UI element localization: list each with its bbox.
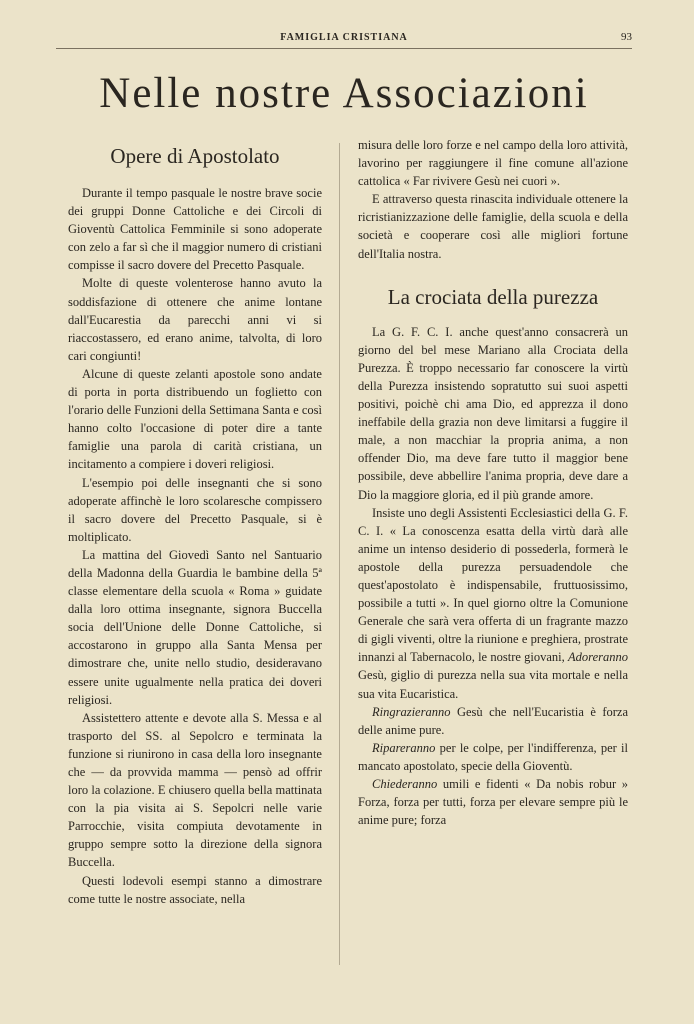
right-column xyxy=(358,136,628,829)
paragraph-text: umili e fidenti « Da nobis robur » Forza, forza per tutti, forza per elevare sempre più le anime pure; forza xyxy=(358,777,628,828)
section-title-purezza: La crociata della purezza xyxy=(387,284,599,309)
column-divider xyxy=(339,143,340,965)
paragraph-text: Gesù che nell'Eucaristia è forza delle anime pure. xyxy=(358,704,628,737)
paragraph xyxy=(358,775,628,829)
paragraph: Alcune di queste zelanti apostole sono andate di porta in porta distribuendo un foglietto con l'orario delle Funzioni della Settimana Santa e così hanno colto l'occasione di poter dire a tante famiglie una parola di carità cristiana, un incitamento a compiere i doveri religiosi. xyxy=(68,366,322,472)
paragraph: Durante il tempo pasquale le nostre brave socie dei gruppi Donne Cattoliche e dei Circoli di Gioventù Cattolica Femminile si sono adoperate con zelo a far sì che il maggior numero di cristiani compisse il sacro dovere del Precetto Pasquale. xyxy=(68,186,322,273)
paragraph-text: Insiste uno degli Assistenti Ecclesiastici della G. F. C. I. « La conoscenza esatta della virtù darà alle anime un intenso desiderio di possederla, formerà le apostole della purezza persuadendole che quest'apostolato è indispensabile, fruttuosissimo, possibile a tutti ». In quel giorno oltre la Comunione Generale che sarà vera offerta di un fragrante mazzo di gigli viventi, oltre la riunione e preghiera, prostrate innanzi al Tabernacolo, le nostre giovani, xyxy=(358,505,628,665)
page-number: 93 xyxy=(621,31,632,43)
paragraph xyxy=(358,504,628,703)
paragraph: La mattina del Giovedì Santo nel Santuario della Madonna della Guardia le bambine della 5ª classe elementare della scuola « Roma » guidate dalla loro ottima insegnante, signora Buccella socia dell'Unione delle Donne Cattoliche, si accostarono in gruppo alla Santa Mensa per dimostrare che, unite nello studio, desideravano essere unite ugualmente nella pratica dei doveri religiosi. xyxy=(68,547,322,707)
section-title-apostolato: Opere di Apostolato xyxy=(110,144,280,168)
running-head xyxy=(56,30,632,49)
left-column xyxy=(68,136,322,908)
paragraph xyxy=(358,739,628,775)
paragraph: Molte di queste volenterose hanno avuto la soddisfazione di ottenere che anime lontane dall'Eucarestia da parecchi anni vi si riaccostassero, ed erano anime, talvolta, di loro cari congiunti! xyxy=(68,276,322,363)
paragraph xyxy=(358,703,628,739)
main-title: Nelle nostre Associazioni xyxy=(99,70,589,117)
italic-verb: Chiederanno xyxy=(372,777,438,791)
paragraph: La G. F. C. I. anche quest'anno consacrerà un giorno del bel mese Mariano alla Crociata della Purezza. È troppo necessario far conoscere la virtù della Purezza insistendo sopratutto sui suoi aspetti positivi, poichè chi ama Dio, ed apprezza il dono ineffabile della grazia non deve limitarsi a fuggire il male, a non macchiar la propria anima, a non offender Dio, ma deve fare tutto il maggior bene possibile, deve abbellire l'anima propria, deve dare a Dio la maggiore gloria, ed il più grande amore. xyxy=(358,324,628,502)
paragraph: Assistettero attente e devote alla S. Messa e al trasporto del SS. al Sepolcro e terminata la funzione si riunirono in casa della loro insegnante che — da provvida mamma — pensò ad offrir loro la colazione. E chiusero quella bella mattinata con la pia visita ai S. Sepolcri nelle varie Parrocchie, visita compiuta devotamente in gruppo sempre sotto la direzione della signora Buccella. xyxy=(68,710,322,870)
paragraph: E attraverso questa rinascita individuale ottenere la ricristianizzazione delle famiglie, della scuola e della società e cooperare così alle migliori fortune dell'Italia nostra. xyxy=(358,192,628,261)
magazine-name: FAMIGLIA CRISTIANA xyxy=(280,32,408,43)
paragraph: L'esempio poi delle insegnanti che si sono adoperate affinchè le loro scolaresche compissero il sacro dovere del Precetto Pasquale, si è moltiplicato. xyxy=(68,475,322,544)
italic-verb: Adoreranno xyxy=(568,650,628,665)
paragraph: Questi lodevoli esempi stanno a dimostrare come tutte le nostre associate, nella xyxy=(68,873,322,906)
italic-verb: Ringrazieranno xyxy=(372,704,451,719)
italic-verb: Ripareranno xyxy=(372,740,436,755)
paragraph-continued: misura delle loro forze e nel campo della loro attività, lavorino per raggiungere il fine comune all'azione cattolica « Far rivivere Gesù nei cuori ». xyxy=(358,138,628,189)
paragraph-text: per le colpe, per l'indifferenza, per il mancato apostolato, specie della Gioventù. xyxy=(358,740,628,773)
paragraph-text: Gesù, giglio di purezza nella sua vita mortale e nella sua vita Eucaristica. xyxy=(358,668,628,701)
